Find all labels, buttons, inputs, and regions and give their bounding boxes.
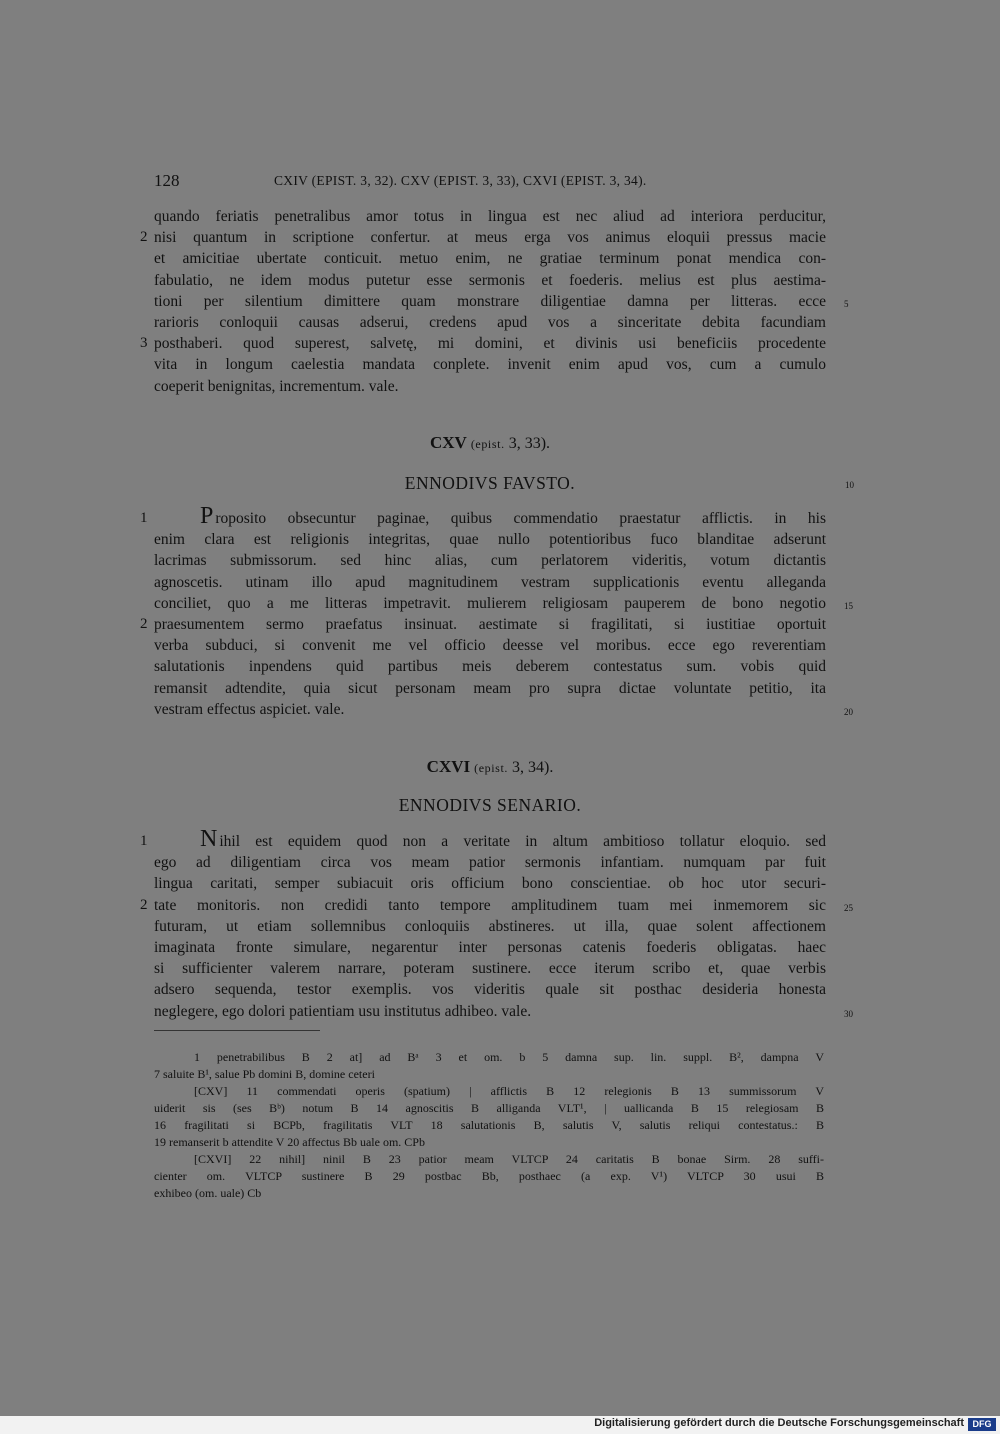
letter-115-heading <box>154 433 826 453</box>
apparatus-line <box>154 1117 824 1134</box>
apparatus-line <box>154 1083 824 1100</box>
letter-116-text <box>140 826 853 1022</box>
line-text: agnoscetis. utinam illo apud magnitudinem vestram supplicationis eventu alleganda <box>154 573 826 591</box>
line-text: vestram effectus aspiciet. vale. <box>154 700 345 718</box>
text-line <box>154 852 826 873</box>
apparatus-line <box>154 1185 824 1202</box>
paragraph-number: 1 <box>140 833 148 849</box>
line-text: ihil est equidem quod non a veritate in altum ambitioso tollatur eloquio. sed <box>219 833 826 850</box>
line-text: lingua caritati, semper subiacuit oris officium bono conscientiae. ob hoc utor securi- <box>154 875 826 893</box>
line-text: si sufficienter valerem narrare, poteram sustinere. ecce iterum scribo et, quae verbis <box>154 960 826 978</box>
line-number: 5 <box>844 298 849 309</box>
line-text: 16 fragilitati si BCPb, fragilitatis VLT 18 salutationis B, salutis V, salutis reliqui contestatus.: B <box>154 1118 824 1132</box>
running-head: CXIV (EPIST. 3, 32). CXV (EPIST. 3, 33), CXVI (EPIST. 3, 34). <box>274 173 647 188</box>
funding-footer <box>0 1416 1000 1434</box>
line-text: fabulatio, ne idem modus putetur esse sermonis et foederis. melius est plus aestima- <box>154 271 826 289</box>
line-text: conciliet, quo a me litteras impetravit. mulierem religiosam pauperem de bono negotio <box>154 594 826 612</box>
drop-initial: P <box>200 503 214 529</box>
text-line <box>154 376 826 397</box>
letter-114-text <box>140 206 849 397</box>
text-line <box>154 1001 853 1022</box>
line-number: 20 <box>844 706 853 717</box>
letter-116-heading <box>154 757 826 777</box>
text-line <box>140 614 826 635</box>
text-line <box>154 916 826 937</box>
line-number: 25 <box>844 902 853 913</box>
dfg-logo: DFG <box>968 1418 996 1431</box>
paragraph-number: 2 <box>140 896 148 913</box>
apparatus-line <box>154 1100 824 1117</box>
text-line <box>154 270 826 291</box>
paragraph-number: 2 <box>140 229 148 246</box>
line-text: lacrimas submissorum. sed hinc alias, cum perlatorem videritis, votum dictantis <box>154 552 826 570</box>
line-text: uiderit sis (ses Bᵇ) notum B 14 agnoscitis B alliganda VLT¹, | uallicanda B 15 relegiosam B <box>154 1101 824 1115</box>
letter-115-text <box>140 503 853 720</box>
text-line <box>154 958 826 979</box>
line-text: exhibeo (om. uale) Cb <box>154 1186 262 1200</box>
drop-initial: N <box>200 826 218 852</box>
line-text: 7 saluite B¹, salue Pb domini B, domine ceteri <box>154 1067 375 1081</box>
line-text: adsero sequenda, testor exemplis. vos videritis quale sit posthac desideria honesta <box>154 981 826 999</box>
epist-prefix: (epist. <box>470 437 505 451</box>
line-text: 19 remanserit b attendite V 20 affectus Bb uale om. CPb <box>154 1135 425 1149</box>
line-text: coeperit benignitas, incrementum. vale. <box>154 377 399 395</box>
letter-115-title: ENNODIVS FAVSTO. <box>404 473 576 493</box>
text-line <box>154 529 826 550</box>
text-line <box>140 227 826 248</box>
text-line <box>140 826 826 852</box>
apparatus-line <box>154 1134 824 1151</box>
text-line <box>154 873 826 894</box>
epist-prefix: (epist. <box>474 761 508 775</box>
epist-ref: 3, 34). <box>512 759 554 776</box>
line-text: nisi quantum in scriptione confertur. at meus erga vos animus eloquii pressus macie <box>154 229 826 247</box>
line-text: et amicitiae ubertate conticuit. metuo enim, ne gratiae terminum ponat mendica con- <box>154 250 826 268</box>
text-line <box>154 635 826 656</box>
paragraph-number: 2 <box>140 615 148 632</box>
text-line <box>140 333 826 354</box>
funding-credit: Digitalisierung gefördert durch die Deutsche Forschungsgemeinschaft <box>594 1417 964 1429</box>
text-line <box>140 895 853 916</box>
line-text: praesumentem sermo praefatus insinuat. aestimate si fragilitati, si iustitiae oportuit <box>154 615 826 633</box>
line-text: posthaberi. quod superest, salvetę, mi domini, et divinis usi beneficiis procedente <box>154 335 826 353</box>
line-text: rarioris conloquii causas adserui, credens apud vos a sinceritate debita facundiam <box>154 313 826 331</box>
text-line <box>154 656 826 677</box>
paragraph-number: 3 <box>140 335 148 352</box>
line-text: vita in longum caelestia mandata conplete. invenit enim apud vos, cum a cumulo <box>154 356 826 374</box>
text-line <box>140 503 826 529</box>
footnote-rule <box>154 1030 320 1031</box>
text-line <box>154 354 826 375</box>
line-number: 30 <box>844 1008 853 1019</box>
text-line <box>154 206 826 227</box>
letter-number: CXV <box>429 433 467 452</box>
text-line <box>154 699 853 720</box>
line-text: futuram, ut etiam sollemnibus conloquiis abstineres. ut illa, quae solent affectionem <box>154 917 826 935</box>
line-text: enim clara est religionis integritas, quae nullo potentioribus fuco blanditae adserunt <box>154 531 826 549</box>
apparatus-line <box>154 1066 824 1083</box>
letter-number: CXVI <box>426 757 471 776</box>
text-line <box>154 678 826 699</box>
line-text: tate monitoris. non credidi tanto tempore amplitudinem tuam mei inmemorem sic <box>154 896 826 914</box>
line-text: [CXV] 11 commendati operis (spatium) | afflictis B 12 relegionis B 13 summissorum V <box>194 1084 824 1098</box>
line-text: quando feriatis penetralibus amor totus in lingua est nec aliud ad interiora perducitur, <box>154 208 826 225</box>
line-text: roposito obsecuntur paginae, quibus commendatio praestatur afflictis. in his <box>215 510 826 527</box>
line-text: [CXVI] 22 nihil] ninil B 23 patior meam VLTCP 24 caritatis B bonae Sirm. 28 suffi- <box>194 1152 824 1166</box>
apparatus-line <box>154 1049 824 1066</box>
letter-116-title: ENNODIVS SENARIO. <box>398 795 582 815</box>
text-line <box>154 550 826 571</box>
line-text: 1 penetrabilibus B 2 at] ad Bᵃ 3 et om. b 5 damna sup. lin. suppl. B², dampna V <box>194 1050 824 1064</box>
line-text: cienter om. VLTCP sustinere B 29 postbac Bb, posthaec (a exp. V¹) VLTCP 30 usui B <box>154 1169 824 1183</box>
page-number: 128 <box>154 171 180 190</box>
apparatus-line <box>154 1168 824 1185</box>
apparatus-line <box>154 1151 824 1168</box>
line-number: 10 <box>845 480 854 490</box>
epist-ref: 3, 33). <box>508 435 551 452</box>
text-line <box>154 593 853 614</box>
line-text: neglegere, ego dolori patientiam usu institutus adhibeo. vale. <box>154 1002 532 1020</box>
line-text: salutationis inpendens quid partibus meis deberem contestatus sum. vobis quid <box>154 658 826 676</box>
text-line <box>154 312 826 333</box>
line-text: verba subduci, si convenit me vel officio deesse vel moribus. ecce ego reverentiam <box>154 637 826 655</box>
text-line <box>154 979 826 1000</box>
paragraph-number: 1 <box>140 510 148 526</box>
page-header <box>154 171 826 195</box>
text-line <box>154 572 826 593</box>
line-text: imaginata fronte simulare, negarentur inter personas catenis foederis obligatas. haec <box>154 938 826 956</box>
line-text: tioni per silentium dimittere quam monstrare diligentiae damna per litteras. ecce <box>154 292 826 310</box>
text-line <box>154 937 826 958</box>
text-line <box>154 248 826 269</box>
critical-apparatus <box>154 1049 824 1202</box>
line-text: remansit adtendite, quia sicut personam meam pro supra dictae voluntate petitio, ita <box>154 679 826 697</box>
line-text: ego ad diligentiam circa vos meam patior sermonis infantiam. numquam par fuit <box>154 854 826 872</box>
text-line <box>154 291 849 312</box>
line-number: 15 <box>844 600 853 611</box>
